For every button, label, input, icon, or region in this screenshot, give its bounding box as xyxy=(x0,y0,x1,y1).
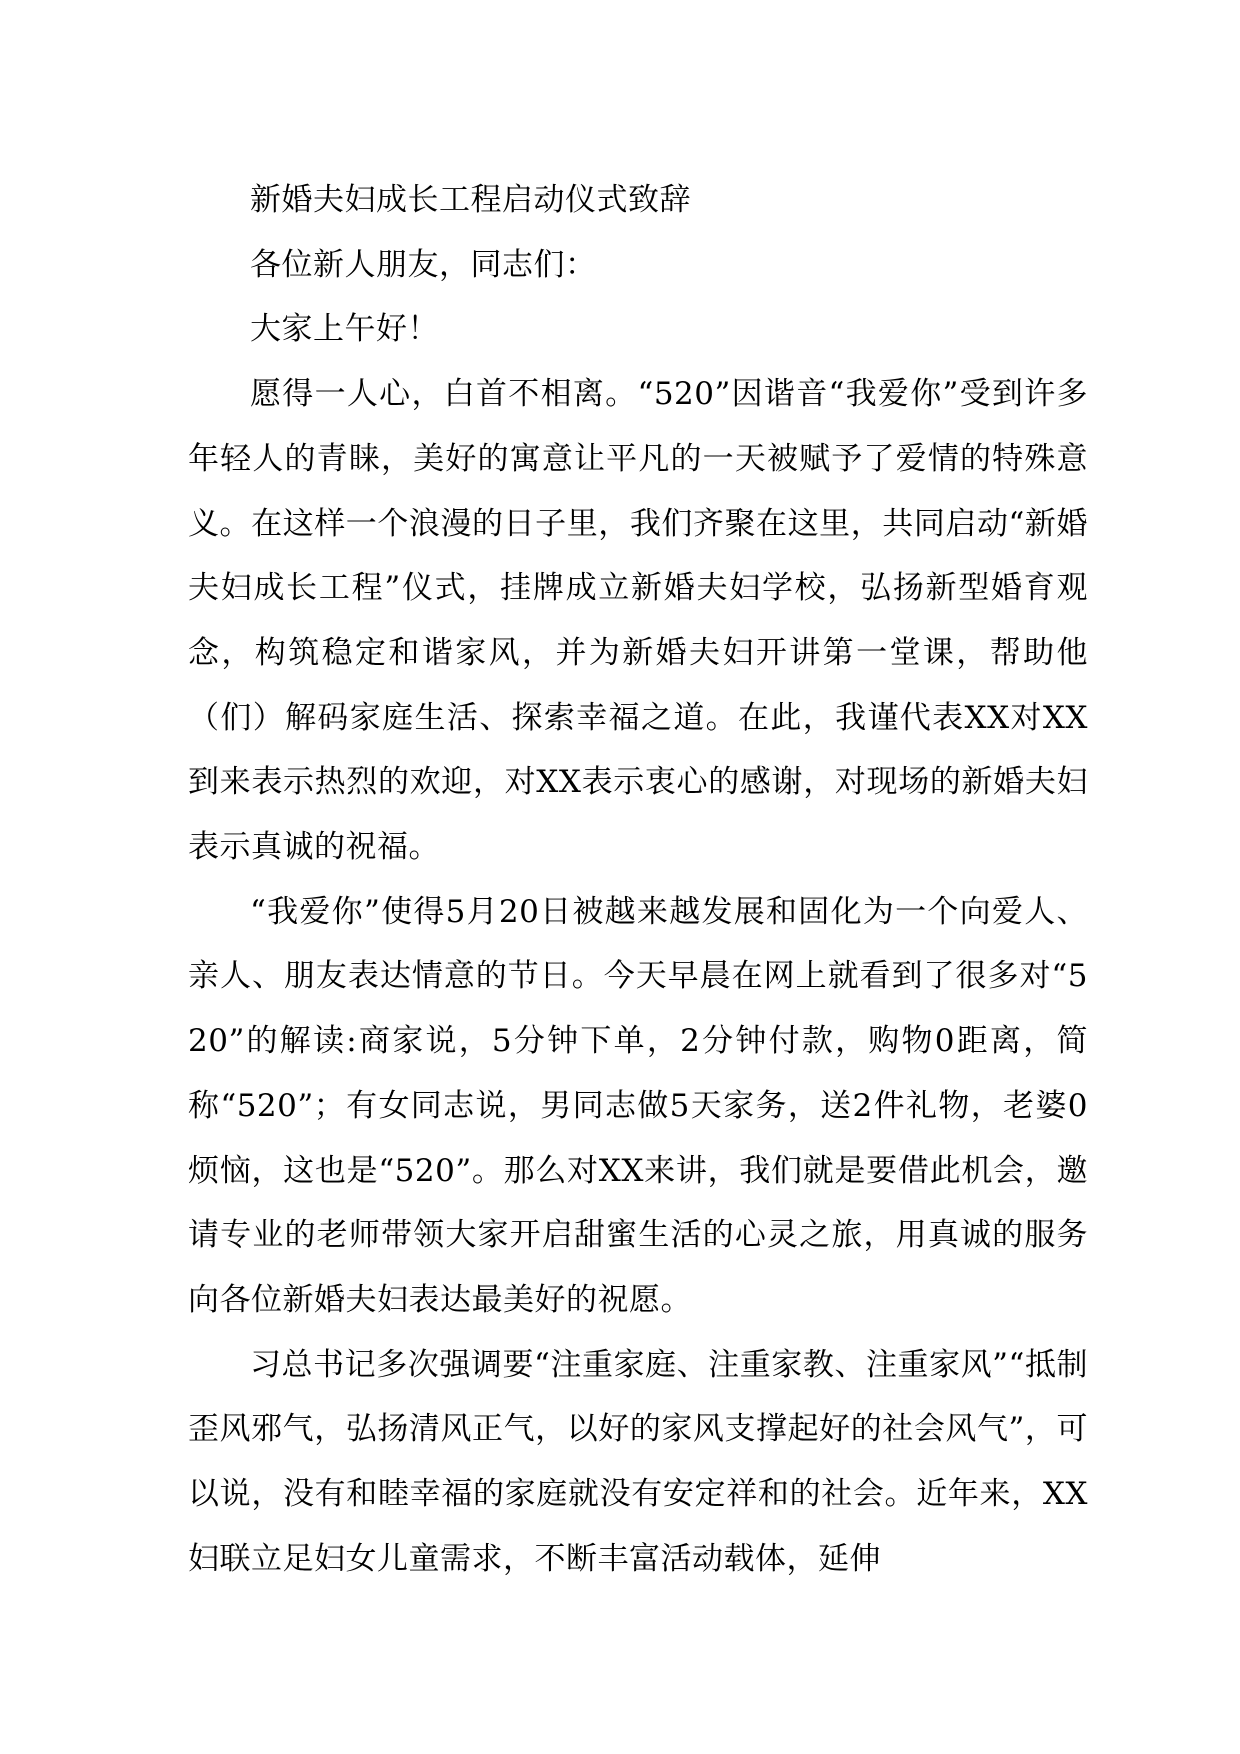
paragraph-2: “我爱你”使得5月20日被越来越发展和固化为一个向爱人、亲人、朋友表达情意的节日。今天早晨在网上就看到了很多对“520”的解读:商家说，5分钟下单，2分钟付款，购物0距离，简称“520”；有女同志说，男同志做5天家务，送2件礼物，老婆0烦恼，这也是“520”。那么对XX来讲，我们就是要借此机会，邀请专业的老师带领大家开启甜蜜生活的心灵之旅，用真诚的服务向各位新婚夫妇表达最美好的祝愿。 xyxy=(188,893,1088,1318)
paragraph-1: 愿得一人心，白首不相离。“520”因谐音“我爱你”受到许多年轻人的青睐，美好的寓意让平凡的一天被赋予了爱情的特殊意义。在这样一个浪漫的日子里，我们齐聚在这里，共同启动“新婚夫妇成长工程”仪式，挂牌成立新婚夫妇学校，弘扬新型婚育观念，构筑稳定和谐家风，并为新婚夫妇开讲第一堂课，帮助他（们）解码家庭生活、探索幸福之道。在此，我谨代表XX对XX到来表示热烈的欢迎，对XX表示衷心的感谢，对现场的新婚夫妇表示真诚的祝福。 xyxy=(188,376,1088,866)
paragraph-3: 习总书记多次强调要“注重家庭、注重家教、注重家风”“抵制歪风邪气，弘扬清风正气，以好的家风支撑起好的社会风气”，可以说，没有和睦幸福的家庭就没有安定祥和的社会。近年来，XX妇联立足妇女儿童需求，不断丰富活动载体，延伸 xyxy=(188,1346,1088,1577)
greeting: 大家上午好！ xyxy=(250,311,439,348)
document-body xyxy=(188,168,1088,1591)
document-title: 新婚夫妇成长工程启动仪式致辞 xyxy=(250,182,691,218)
salutation: 各位新人朋友，同志们： xyxy=(250,246,597,283)
